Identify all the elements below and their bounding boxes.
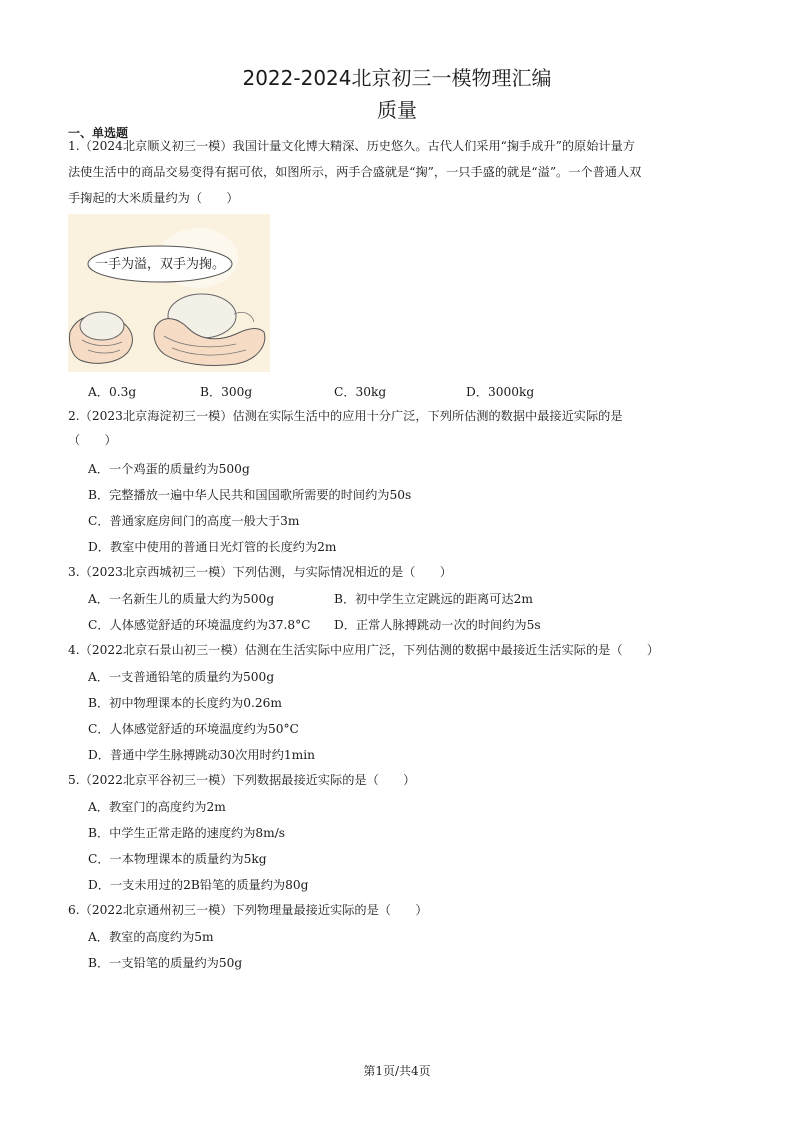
question-6-line-1: 6.（2022北京通州初三一模）下列物理量最接近实际的是（ ）	[68, 903, 428, 917]
q2-option-c: C．普通家庭房间门的高度一般大于3m	[88, 514, 300, 528]
section-heading: 一、单选题	[68, 126, 129, 140]
document-subtitle: 质量	[377, 98, 417, 122]
speech-bubble-text: 一手为溢，双手为掬。	[94, 257, 226, 272]
q5-option-c: C．一本物理课本的质量约为5kg	[88, 852, 267, 866]
q5-option-b: B．中学生正常走路的速度约为8m/s	[88, 826, 286, 840]
q3-option-a: A．一名新生儿的质量大约为500g	[88, 592, 275, 606]
q4-option-a: A．一支普通铅笔的质量约为500g	[88, 670, 275, 684]
q2-option-a: A．一个鸡蛋的质量约为500g	[88, 462, 250, 476]
q1-option-d: D．3000kg	[466, 385, 535, 399]
q4-option-c: C．人体感觉舒适的环境温度约为50°C	[88, 722, 299, 736]
q3-option-c: C．人体感觉舒适的环境温度约为37.8°C	[88, 618, 311, 632]
q2-option-d: D．教室中使用的普通日光灯管的长度约为2m	[88, 540, 337, 554]
q5-option-d: D．一支未用过的2B铅笔的质量约为80g	[88, 878, 309, 892]
q1-option-b: B．300g	[200, 385, 253, 399]
document-title: 2022-2024北京初三一模物理汇编	[242, 66, 552, 90]
q4-option-b: B．初中物理课本的长度约为0.26m	[88, 696, 282, 710]
question-1-line-3: 手掬起的大米质量约为（ ）	[68, 191, 239, 205]
question-3-line-1: 3.（2023北京西城初三一模）下列估测，与实际情况相近的是（ ）	[68, 565, 452, 579]
q1-option-c: C．30kg	[334, 385, 387, 399]
question-5-line-1: 5.（2022北京平谷初三一模）下列数据最接近实际的是（ ）	[68, 773, 416, 787]
question-2-line-1: 2.（2023北京海淀初三一模）估测在实际生活中的应用十分广泛，下列所估测的数据中最接近实际的是	[68, 409, 623, 423]
question-1-line-2: 法使生活中的商品交易变得有据可依，如图所示，两手合盛就是“掬”，一只手盛的就是“溢”。一个普通人双	[68, 165, 642, 179]
q6-option-b: B．一支铅笔的质量约为50g	[88, 956, 243, 970]
hands-figure	[68, 214, 270, 372]
hands-illustration	[68, 214, 270, 372]
q3-option-d: D．正常人脉搏跳动一次的时间约为5s	[334, 618, 541, 632]
question-1-line-1: 1.（2024北京顺义初三一模）我国计量文化博大精深、历史悠久。古代人们采用“掬手成升”的原始计量方	[68, 139, 635, 153]
q3-option-b: B．初中学生立定跳远的距离可达2m	[334, 592, 533, 606]
q6-option-a: A．教室的高度约为5m	[88, 930, 214, 944]
q5-option-a: A．教室门的高度约为2m	[88, 800, 226, 814]
question-2-line-2: （ ）	[68, 433, 117, 447]
page-footer: 第1页/共4页	[363, 1064, 431, 1078]
q4-option-d: D．普通中学生脉搏跳动30次用时约1min	[88, 748, 315, 762]
q2-option-b: B．完整播放一遍中华人民共和国国歌所需要的时间约为50s	[88, 488, 412, 502]
q1-option-a: A．0.3g	[88, 385, 137, 399]
question-4-line-1: 4.（2022北京石景山初三一模）估测在生活实际中应用广泛，下列估测的数据中最接近生活实际的是（ ）	[68, 643, 660, 657]
